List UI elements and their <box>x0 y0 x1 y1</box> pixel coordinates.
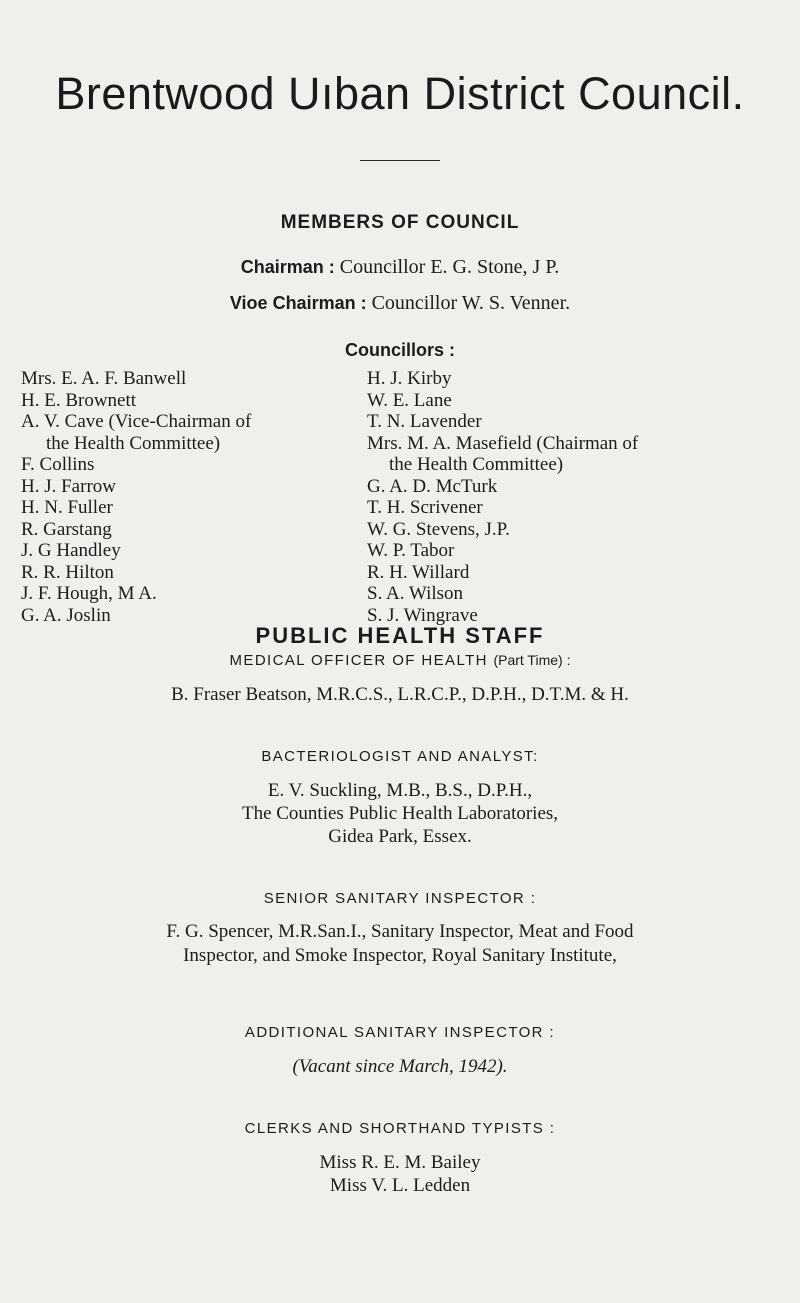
councillor-entry: R. R. Hilton <box>21 561 114 583</box>
councillor-entry-continuation: the Health Committee) <box>46 432 221 454</box>
medical-officer-note: (Part Time) : <box>493 652 571 668</box>
clerks-heading: CLERKS AND SHORTHAND TYPISTS : <box>244 1120 556 1137</box>
councillor-entry: R. Garstang <box>21 518 112 540</box>
bacteriologist-line: E. V. Suckling, M.B., B.S., D.P.H., <box>267 780 533 801</box>
clerk-name: Miss V. L. Ledden <box>329 1175 471 1196</box>
staff-heading: PUBLIC HEALTH STAFF <box>255 623 545 648</box>
members-heading: MEMBERS OF COUNCIL <box>280 212 520 233</box>
councillor-entry: S. J. Wingrave <box>367 604 478 626</box>
councillors-right-column <box>367 368 638 626</box>
councillor-entry: T. N. Lavender <box>367 411 482 432</box>
councillor-entry: W. E. Lane <box>367 389 452 411</box>
councillor-entry: H. J. Kirby <box>367 368 452 389</box>
chairman-name: Councillor E. G. Stone, J P. <box>339 256 560 278</box>
additional-inspector-note: (Vacant since March, 1942). <box>292 1056 508 1077</box>
councillor-entry: A. V. Cave (Vice-Chairman of <box>21 411 252 432</box>
councillor-entry: J. F. Hough, M A. <box>21 583 157 604</box>
councillor-entry: W. P. Tabor <box>367 540 455 561</box>
councillor-entry: G. A. D. McTurk <box>367 475 498 497</box>
councillor-entry-continuation: the Health Committee) <box>389 454 564 475</box>
councillor-entry: H. N. Fuller <box>21 497 113 518</box>
councillor-entry: S. A. Wilson <box>367 583 464 604</box>
vice-chairman-line <box>0 292 800 315</box>
title-divider <box>360 160 440 161</box>
bacteriologist-line: The Counties Public Health Laboratories, <box>241 803 559 824</box>
councillor-entry: T. H. Scrivener <box>367 497 483 518</box>
chairman-line <box>0 256 800 279</box>
vice-chairman-role: Vioe Chairman : <box>229 293 367 313</box>
councillor-entry: H. J. Farrow <box>21 475 116 497</box>
bacteriologist-line: Gidea Park, Essex. <box>328 826 472 847</box>
councillor-entry: F. Collins <box>21 454 95 475</box>
medical-officer-name: B. Fraser Beatson, M.R.C.S., L.R.C.P., D.P.H., D.T.M. & H. <box>171 684 629 705</box>
chairman-role: Chairman : <box>240 257 335 277</box>
councillor-entry: R. H. Willard <box>367 561 470 583</box>
councillor-entry: Mrs. M. A. Masefield (Chairman of <box>367 432 639 454</box>
council-title: Brentwood Uıban District Council. <box>55 68 745 119</box>
clerk-name: Miss R. E. M. Bailey <box>319 1152 481 1173</box>
senior-inspector-line: F. G. Spencer, M.R.San.I., Sanitary Inspector, Meat and Food <box>166 921 634 942</box>
bacteriologist-heading: BACTERIOLOGIST AND ANALYST: <box>261 748 539 765</box>
councillor-entry: G. A. Joslin <box>21 604 111 626</box>
medical-officer-title: MEDICAL OFFICER OF HEALTH <box>229 652 488 669</box>
senior-inspector-line: Inspector, and Smoke Inspector, Royal Sanitary Institute, <box>183 945 617 966</box>
senior-inspector-heading: SENIOR SANITARY INSPECTOR : <box>263 890 537 907</box>
councillor-entry: W. G. Stevens, J.P. <box>367 518 510 540</box>
medical-officer-heading <box>0 652 800 669</box>
vice-chairman-name: Councillor W. S. Venner. <box>371 292 571 314</box>
councillors-heading: Councillors : <box>344 340 455 360</box>
additional-inspector-heading: ADDITIONAL SANITARY INSPECTOR : <box>244 1024 556 1041</box>
councillor-entry: Mrs. E. A. F. Banwell <box>21 368 187 389</box>
councillor-entry: H. E. Brownett <box>21 389 137 411</box>
councillor-entry: J. G Handley <box>21 540 121 561</box>
councillors-left-column <box>21 368 251 626</box>
